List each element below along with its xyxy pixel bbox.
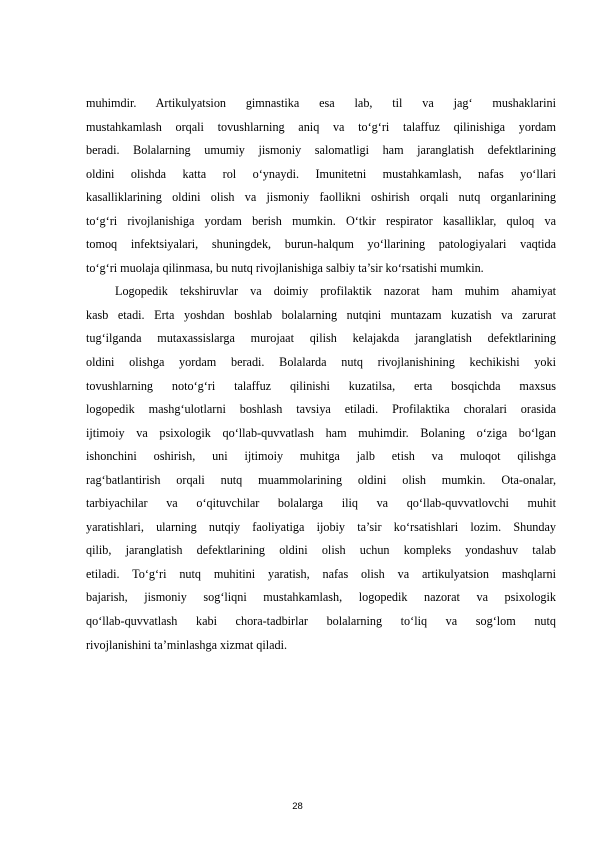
text-line: Logopedik tekshiruvlar va doimiy profilaktik nazorat ham muhim ahamiyat — [115, 284, 556, 299]
paragraph-1 — [86, 92, 556, 280]
text-line: tug‘ilganda mutaxassislarga murojaat qilish kelajakda jaranglatish defektlarining — [86, 331, 556, 346]
text-line: qo‘llab-quvvatlash kabi chora-tadbirlar bolalarning to‘liq va sog‘lom nutq — [86, 614, 556, 629]
text-line: qilib, jaranglatish defektlarining oldini olish uchun kompleks yondashuv talab — [86, 543, 556, 558]
text-line: tovushlarning noto‘g‘ri talaffuz qilinishi kuzatilsa, erta bosqichda maxsus — [86, 378, 556, 393]
text-line: rag‘batlantirish orqali nutq muammolarining oldini olish mumkin. Ota-onalar, — [86, 472, 556, 487]
text-line: etiladi. To‘g‘ri nutq muhitini yaratish, nafas olish va artikulyatsion mashqlarni — [86, 566, 556, 581]
text-line: tarbiyachilar va o‘qituvchilar bolalarga iliq va qo‘llab-quvvatlovchi muhit — [86, 496, 556, 511]
text-line: rivojlanishini ta’minlashga xizmat qiladi. — [86, 637, 288, 652]
text-line: bajarish, jismoniy sog‘liqni mustahkamlash, logopedik nazorat va psixologik — [86, 590, 556, 605]
text-line: to‘g‘ri muolaja qilinmasa, bu nutq rivojlanishiga salbiy ta’sir ko‘rsatishi mumkin. — [86, 260, 484, 275]
text-line: kasalliklarining oldini olish va jismoniy faollikni oshirish orqali nutq organlarining — [86, 190, 556, 205]
text-line: mustahkamlash orqali tovushlarning aniq va to‘g‘ri talaffuz qilinishiga yordam — [86, 119, 556, 134]
text-line: oldini olishga yordam beradi. Bolalarda nutq rivojlanishining kechikishi yoki — [86, 355, 556, 370]
document-body — [86, 92, 556, 657]
text-line: muhimdir. Artikulyatsion gimnastika esa lab, til va jag‘ mushaklarini — [86, 96, 556, 110]
text-line: ijtimoiy va psixologik qo‘llab-quvvatlash ham muhimdir. Bolaning o‘ziga bo‘lgan — [86, 425, 556, 440]
page-number: 28 — [292, 801, 303, 812]
text-line: to‘g‘ri rivojlanishiga yordam berish mumkin. O‘tkir respirator kasalliklar, quloq va — [86, 213, 556, 228]
text-line: ishonchini oshirish, uni ijtimoiy muhitga jalb etish va muloqot qilishga — [86, 449, 556, 464]
text-line: logopedik mashg‘ulotlarni boshlash tavsiya etiladi. Profilaktika choralari orasida — [86, 402, 556, 417]
text-line: yaratishlari, ularning nutqiy faoliyatiga ijobiy ta’sir ko‘rsatishlari lozim. Shunday — [86, 519, 556, 534]
text-line: beradi. Bolalarning umumiy jismoniy salomatligi ham jaranglatish defektlarining — [86, 143, 556, 158]
paragraph-2 — [86, 280, 556, 657]
text-line: tomoq infektsiyalari, shuningdek, burun-halqum yo‘llarining patologiyalari vaqtida — [86, 237, 556, 252]
text-line: oldini olishda katta rol o‘ynaydi. Imunitetni mustahkamlash, nafas yo‘llari — [86, 166, 556, 181]
text-line: kasb etadi. Erta yoshdan boshlab bolalarning nutqini muntazam kuzatish va zarurat — [86, 307, 556, 322]
